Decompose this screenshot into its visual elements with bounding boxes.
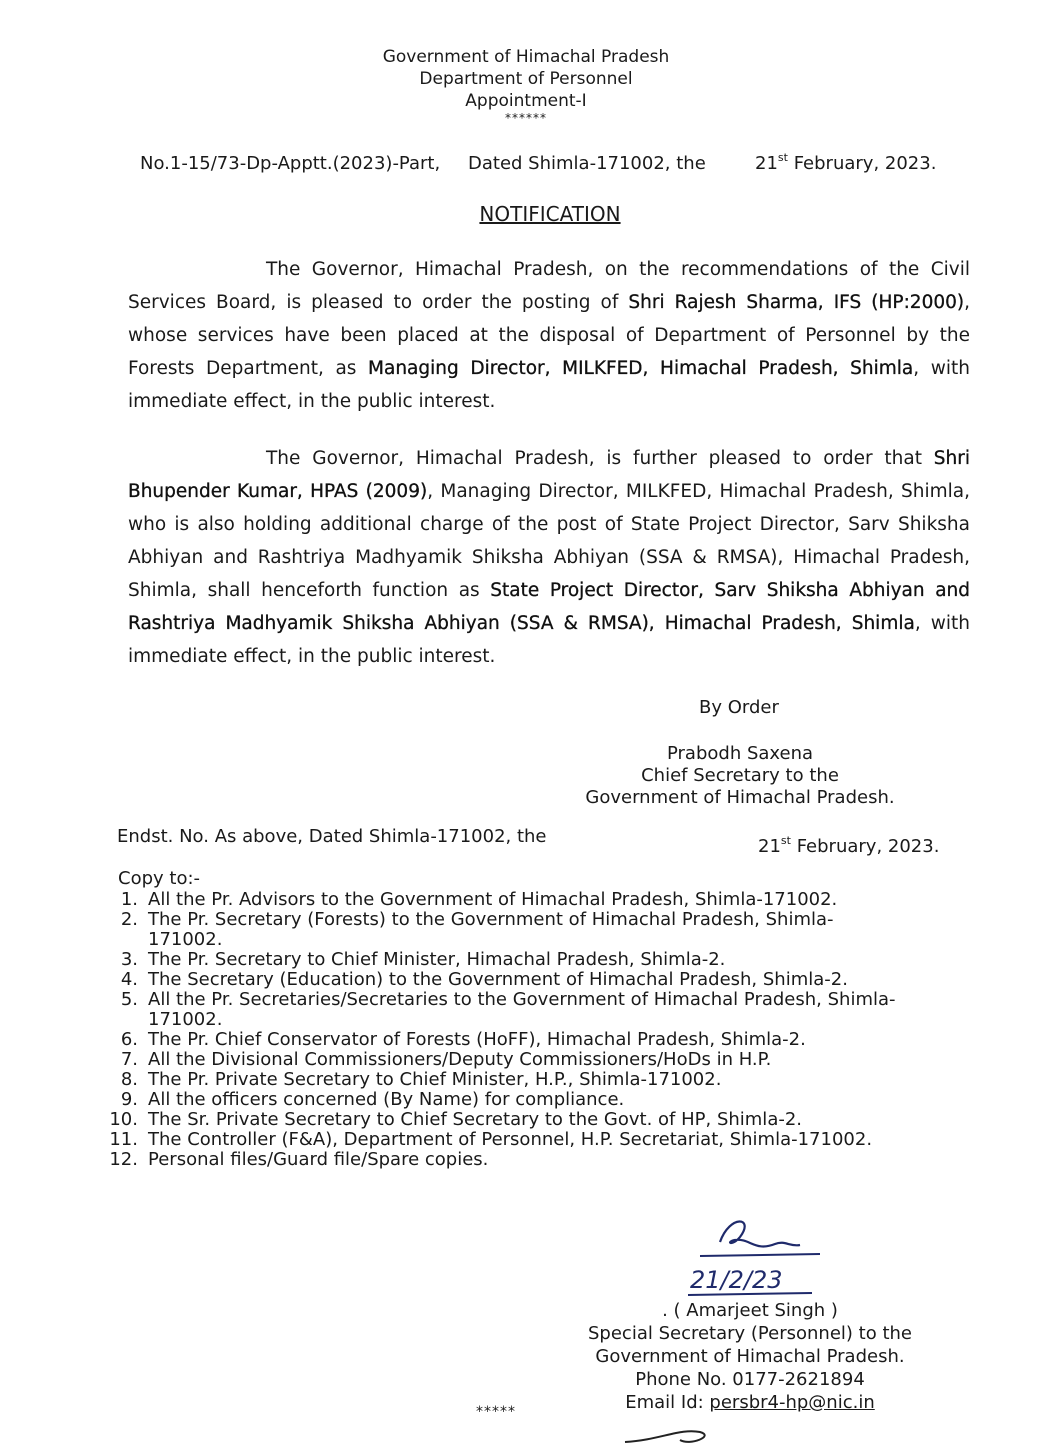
header-government: Government of Himachal Pradesh <box>382 47 670 67</box>
copy-to-item-continuation: 171002. <box>148 1009 223 1030</box>
special-secretary-block <box>540 1299 960 1414</box>
by-order: By Order <box>699 697 779 718</box>
paragraph-charge-order: The Governor, Himachal Pradesh, is further pleased to order that Shri Bhupender Kumar, HPAS (2009), Managing Director, MILKFED, Himachal Pradesh, Shimla, who is also holding additional charge of the post of State Project Director, Sarv Shiksha Abhiyan and Rashtriya Madhyamik Shiksha Abhiyan (SSA & RMSA), Himachal Pradesh, Shimla, shall henceforth function as State Project Director, Sarv Shiksha Abhiyan and Rashtriya Madhyamik Shiksha Abhiyan (SSA & RMSA), Himachal Pradesh, Shimla, with immediate effect, in the public interest. <box>128 448 970 667</box>
copy-to-item-continuation: 171002. <box>148 929 223 950</box>
copy-to-item-number: 2. <box>120 909 138 930</box>
copy-to-item-number: 8. <box>120 1069 138 1090</box>
copy-to-item-text: The Pr. Chief Conservator of Forests (HoFF), Himachal Pradesh, Shimla-2. <box>148 1029 806 1050</box>
chief-secretary-name: Prabodh Saxena <box>666 743 814 764</box>
signatory-name: . ( Amarjeet Singh ) <box>662 1300 838 1321</box>
copy-to-item <box>104 1030 968 1050</box>
header-department: Department of Personnel <box>419 69 633 89</box>
copy-to-item-number: 4. <box>120 969 138 990</box>
copy-to-item-text: All the officers concerned (By Name) for compliance. <box>148 1089 625 1110</box>
copy-to-item-text: The Pr. Secretary to Chief Minister, Himachal Pradesh, Shimla-2. <box>148 949 726 970</box>
copy-to-item <box>104 1110 968 1130</box>
copy-to-item-text: All the Pr. Advisors to the Government of Himachal Pradesh, Shimla-171002. <box>148 889 838 910</box>
copy-to-item <box>104 910 968 950</box>
signatory-designation: Special Secretary (Personnel) to the <box>588 1323 912 1344</box>
officer-name-2: Shri Bhupender Kumar, HPAS (2009) <box>128 448 970 502</box>
copy-to-item-number: 3. <box>120 949 138 970</box>
copy-to-item-number: 11. <box>109 1129 138 1150</box>
signatory-government: Government of Himachal Pradesh. <box>595 1346 905 1367</box>
copy-to-item-text: The Secretary (Education) to the Government of Himachal Pradesh, Shimla-2. <box>148 969 848 990</box>
officer-name-1: Shri Rajesh Sharma, IFS (HP:2000) <box>628 292 965 313</box>
reference-dated: Dated Shimla-171002, the <box>468 153 706 174</box>
reference-date: 21st February, 2023. <box>755 151 937 174</box>
copy-to-item <box>104 1050 968 1070</box>
copy-to-list <box>104 890 968 1170</box>
paragraph-posting-order: The Governor, Himachal Pradesh, on the recommendations of the Civil Services Board, is pleased to order the posting of Shri Rajesh Sharma, IFS (HP:2000), whose services have been placed at the disposal of Department of Personnel by the Forests Department, as Managing Director, MILKFED, Himachal Pradesh, Shimla, with immediate effect, in the public interest. <box>128 259 970 412</box>
copy-to-item <box>104 890 968 910</box>
copy-to-item-number: 10. <box>109 1109 138 1130</box>
bottom-scribble <box>620 1426 740 1450</box>
copy-to-item-text: Personal files/Guard file/Spare copies. <box>148 1149 489 1170</box>
header-stars: ****** <box>505 111 547 125</box>
footer-stars: ***** <box>476 1404 516 1420</box>
copy-to-item-number: 7. <box>120 1049 138 1070</box>
copy-to-item-number: 5. <box>120 989 138 1010</box>
copy-to-item <box>104 1150 968 1170</box>
copy-to-title: Copy to:- <box>118 868 201 889</box>
copy-to-item-text: The Pr. Secretary (Forests) to the Government of Himachal Pradesh, Shimla- <box>148 909 834 930</box>
copy-to-section <box>104 868 968 1170</box>
signatory-email: Email Id: persbr4-hp@nic.in <box>625 1392 875 1413</box>
copy-to-item-number: 9. <box>120 1089 138 1110</box>
copy-to-item <box>104 1090 968 1110</box>
copy-to-item-text: The Controller (F&A), Department of Personnel, H.P. Secretariat, Shimla-171002. <box>148 1129 873 1150</box>
copy-to-item <box>104 950 968 970</box>
copy-to-item <box>104 1070 968 1090</box>
endorsement-date: 21st February, 2023. <box>758 834 940 857</box>
email-link[interactable]: persbr4-hp@nic.in <box>709 1392 875 1413</box>
posting-designation-2: State Project Director, Sarv Shiksha Abhiyan and Rashtriya Madhyamik Shiksha Abhiyan (SSA & RMSA), Himachal Pradesh, Shimla <box>128 580 970 634</box>
posting-designation-1: Managing Director, MILKFED, Himachal Pradesh, Shimla <box>368 358 914 379</box>
copy-to-item <box>104 990 968 1030</box>
header-section: Appointment-I <box>465 91 587 111</box>
copy-to-item-number: 6. <box>120 1029 138 1050</box>
copy-to-item-text: All the Pr. Secretaries/Secretaries to the Government of Himachal Pradesh, Shimla- <box>148 989 896 1010</box>
chief-secretary-block <box>560 743 920 809</box>
copy-to-item-text: The Pr. Private Secretary to Chief Minister, H.P., Shimla-171002. <box>148 1069 722 1090</box>
copy-to-item-number: 12. <box>109 1149 138 1170</box>
reference-number: No.1-15/73-Dp-Apptt.(2023)-Part, <box>140 153 441 174</box>
copy-to-item <box>104 970 968 990</box>
signatory-phone: Phone No. 0177-2621894 <box>635 1369 865 1390</box>
handwritten-signature <box>680 1212 840 1302</box>
copy-to-item-number: 1. <box>120 889 138 910</box>
endorsement-text: Endst. No. As above, Dated Shimla-171002, the <box>117 826 547 847</box>
notification-title: NOTIFICATION <box>479 202 621 226</box>
document-header <box>0 46 1052 124</box>
chief-secretary-designation: Chief Secretary to the <box>641 765 839 786</box>
copy-to-item <box>104 1130 968 1150</box>
chief-secretary-government: Government of Himachal Pradesh. <box>585 787 895 808</box>
handwritten-date: 21/2/23 <box>690 1266 783 1294</box>
copy-to-item-text: All the Divisional Commissioners/Deputy Commissioners/HoDs in H.P. <box>148 1049 772 1070</box>
copy-to-item-text: The Sr. Private Secretary to Chief Secretary to the Govt. of HP, Shimla-2. <box>148 1109 803 1130</box>
